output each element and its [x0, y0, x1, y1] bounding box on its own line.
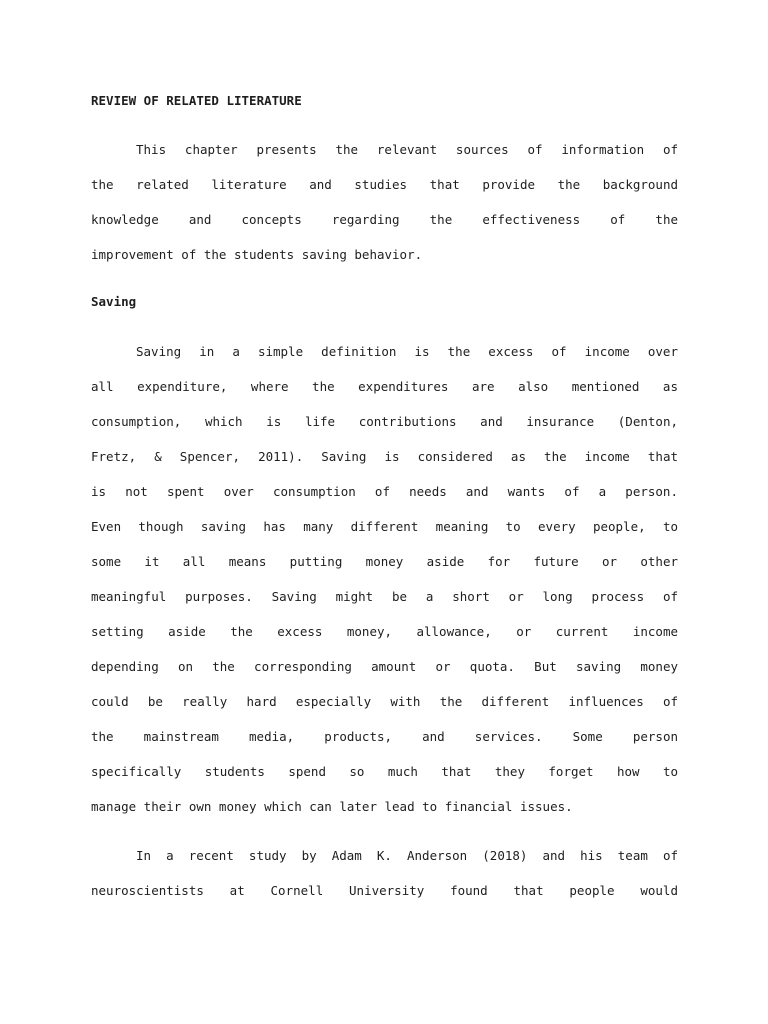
study-paragraph — [91, 838, 678, 908]
intro-paragraph — [91, 132, 678, 272]
paragraph-line: meaningful purposes. Saving might be a short or long process of — [91, 589, 678, 604]
saving-paragraph — [91, 334, 678, 824]
paragraph-line: Saving in a simple definition is the excess of income over — [136, 344, 678, 359]
paragraph-line: This chapter presents the relevant sources of information of — [136, 142, 678, 157]
paragraph-line: the mainstream media, products, and services. Some person — [91, 729, 678, 744]
paragraph-line: consumption, which is life contributions and insurance (Denton, — [91, 414, 678, 429]
paragraph-line: improvement of the students saving behavior. — [91, 247, 423, 262]
paragraph-line: all expenditure, where the expenditures are also mentioned as — [91, 379, 678, 394]
section-heading-saving: Saving — [91, 294, 137, 309]
paragraph-line: specifically students spend so much that they forget how to — [91, 764, 678, 779]
paragraph-line: could be really hard especially with the different influences of — [91, 694, 678, 709]
paragraph-line: In a recent study by Adam K. Anderson (2018) and his team of — [136, 848, 678, 863]
paragraph-line: is not spent over consumption of needs and wants of a person. — [91, 484, 678, 499]
paragraph-line: manage their own money which can later lead to financial issues. — [91, 799, 573, 814]
paragraph-line: Even though saving has many different meaning to every people, to — [91, 519, 678, 534]
paragraph-line: depending on the corresponding amount or quota. But saving money — [91, 659, 678, 674]
paragraph-line: the related literature and studies that provide the background — [91, 177, 678, 192]
paragraph-line: knowledge and concepts regarding the effectiveness of the — [91, 212, 678, 227]
paragraph-line: neuroscientists at Cornell University found that people would — [91, 883, 678, 898]
paragraph-line: some it all means putting money aside for future or other — [91, 554, 678, 569]
page-title: REVIEW OF RELATED LITERATURE — [91, 93, 302, 108]
paragraph-line: Fretz, & Spencer, 2011). Saving is considered as the income that — [91, 449, 678, 464]
paragraph-line: setting aside the excess money, allowance, or current income — [91, 624, 678, 639]
